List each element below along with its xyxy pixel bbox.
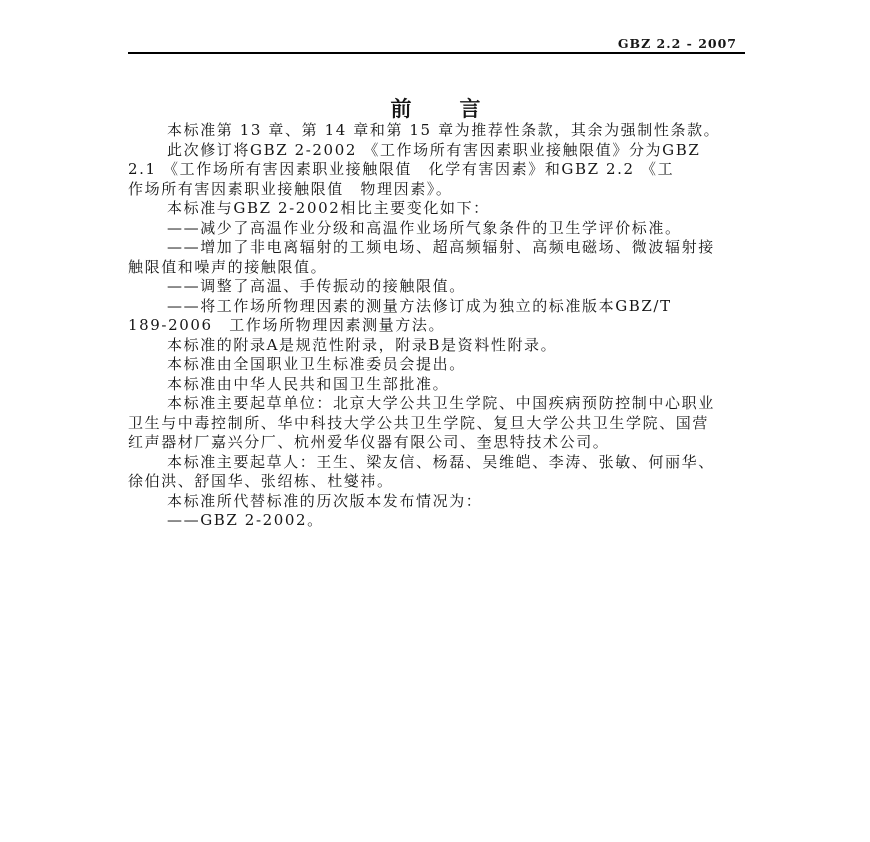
body-line: ——增加了非电离辐射的工频电场、超高频辐射、高频电磁场、微波辐射接 <box>167 238 715 256</box>
body-line: 本标准第 13 章、第 14 章和第 15 章为推荐性条款，其余为强制性条款。 <box>167 121 721 139</box>
foreword-body <box>128 121 788 531</box>
body-line: ——减少了高温作业分级和高温作业场所气象条件的卫生学评价标准。 <box>167 218 682 237</box>
body-line: 卫生与中毒控制所、华中科技大学公共卫生学院、复旦大学公共卫生学院、国营 <box>128 413 710 432</box>
body-line: 徐伯洪、舒国华、张绍栋、杜燮祎。 <box>128 472 394 490</box>
body-line: 本标准主要起草单位：北京大学公共卫生学院、中国疾病预防控制中心职业 <box>167 394 715 412</box>
body-line: ——GBZ 2-2002。 <box>167 511 324 529</box>
header-rule <box>128 52 745 54</box>
body-line: 触限值和噪声的接触限值。 <box>128 257 328 276</box>
body-line: 作场所有害因素职业接触限值 物理因素》。 <box>128 179 453 198</box>
body-line: 本标准由全国职业卫生标准委员会提出。 <box>167 355 466 373</box>
body-line: 本标准所代替标准的历次版本发布情况为： <box>167 491 483 510</box>
doc-number <box>128 36 745 51</box>
body-line: ——将工作场所物理因素的测量方法修订成为独立的标准版本GBZ/T <box>167 296 672 315</box>
body-line: 本标准的附录A是规范性附录，附录B是资料性附录。 <box>167 335 558 354</box>
body-line: 红声器材厂嘉兴分厂、杭州爱华仪器有限公司、奎思特技术公司。 <box>128 433 610 451</box>
body-line: 本标准主要起草人：王生、梁友信、杨磊、吴维皑、李涛、张敏、何丽华、 <box>167 452 715 471</box>
body-line: 189-2006 工作场所物理因素测量方法。 <box>128 316 446 334</box>
body-line: 此次修订将GBZ 2-2002 《工作场所有害因素职业接触限值》分为GBZ <box>167 140 701 159</box>
foreword-title: 前 言 <box>390 96 483 121</box>
body-line: 2.1 《工作场所有害因素职业接触限值 化学有害因素》和GBZ 2.2 《工 <box>128 160 675 178</box>
body-line: 本标准与GBZ 2-2002相比主要变化如下： <box>167 199 490 217</box>
body-line: ——调整了高温、手传振动的接触限值。 <box>167 277 466 295</box>
body-line: 本标准由中华人民共和国卫生部批准。 <box>167 374 450 393</box>
doc-number-text: GBZ 2.2 - 2007 <box>617 36 737 51</box>
